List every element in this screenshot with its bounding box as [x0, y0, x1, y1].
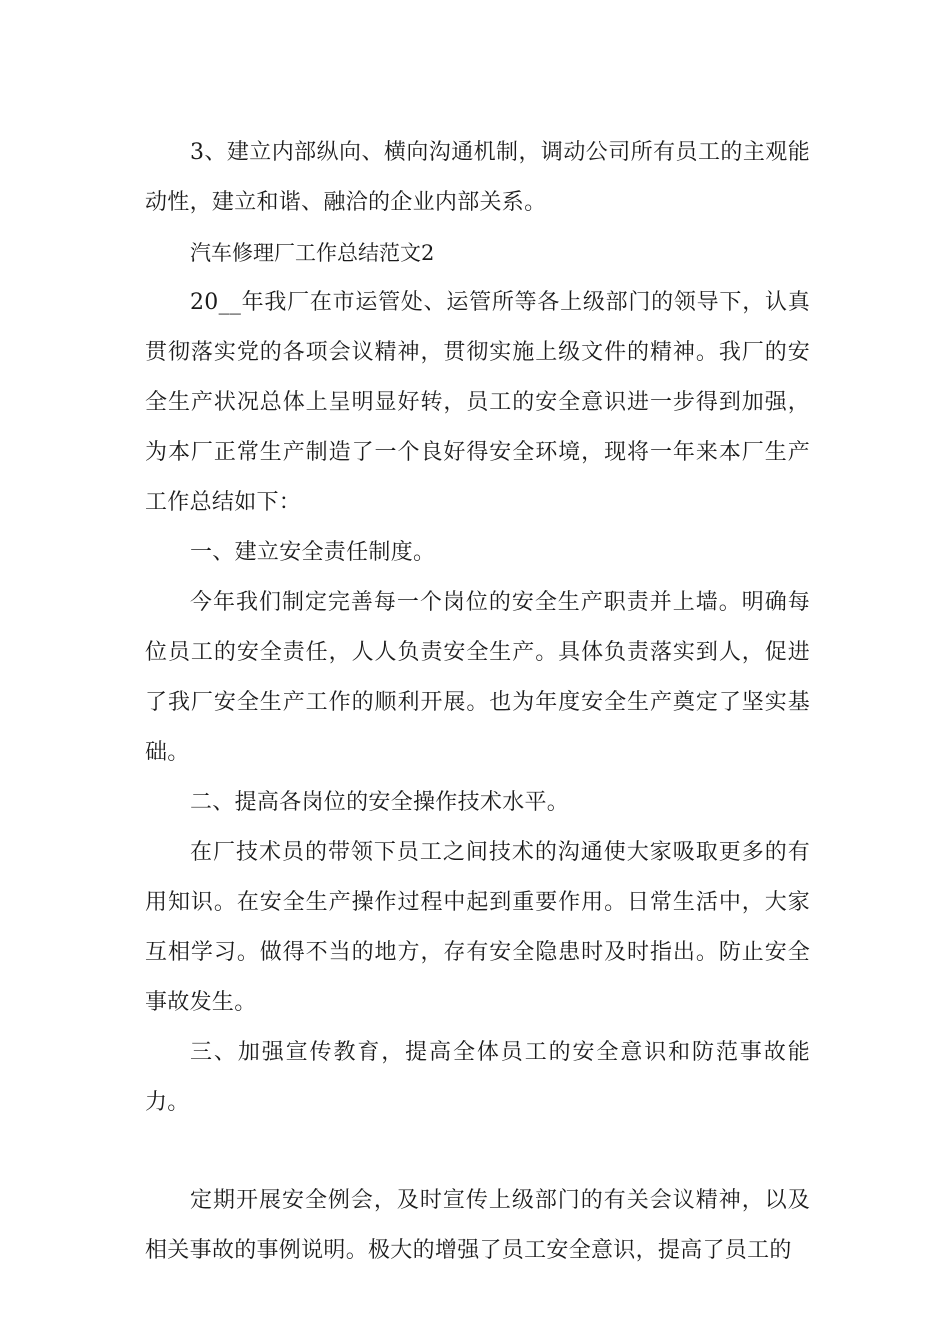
paragraph-safety-responsibility: 今年我们制定完善每一个岗位的安全生产职责并上墙。明确每位员工的安全责任，人人负责安全生产。具体负责落实到人，促进了我厂安全生产工作的顺利开展。也为年度安全生产奠定了坚实基础。	[145, 590, 810, 765]
paragraph-safety-meetings: 定期开展安全例会，及时宣传上级部门的有关会议精神，以及相关事故的事例说明。极大的增强了员工安全意识，提高了员工的	[145, 1188, 810, 1263]
paragraph-operation-skills: 在厂技术员的带领下员工之间技术的沟通使大家吸取更多的有用知识。在安全生产操作过程中起到重要作用。日常生活中，大家互相学习。做得不当的地方，存有安全隐患时及时指出。防止安全事故发生。	[145, 840, 810, 1015]
document-body	[145, 128, 810, 1276]
paragraph-intro: 20__年我厂在市运管处、运管所等各上级部门的领导下，认真贯彻落实党的各项会议精神，贯彻实施上级文件的精神。我厂的安全生产状况总体上呈明显好转，员工的安全意识进一步得到加强，为本厂正常生产制造了一个良好得安全环境，现将一年来本厂生产工作总结如下：	[145, 290, 810, 515]
heading-safety-responsibility: 一、建立安全责任制度。	[190, 540, 436, 565]
section-title: 汽车修理厂工作总结范文2	[190, 241, 435, 265]
heading-safety-education: 三、加强宣传教育，提高全体员工的安全意识和防范事故能力。	[145, 1040, 810, 1115]
heading-operation-skills: 二、提高各岗位的安全操作技术水平。	[190, 790, 570, 815]
paragraph-communication-mechanism: 3、建立内部纵向、横向沟通机制，调动公司所有员工的主观能动性，建立和谐、融洽的企业内部关系。	[145, 140, 810, 215]
